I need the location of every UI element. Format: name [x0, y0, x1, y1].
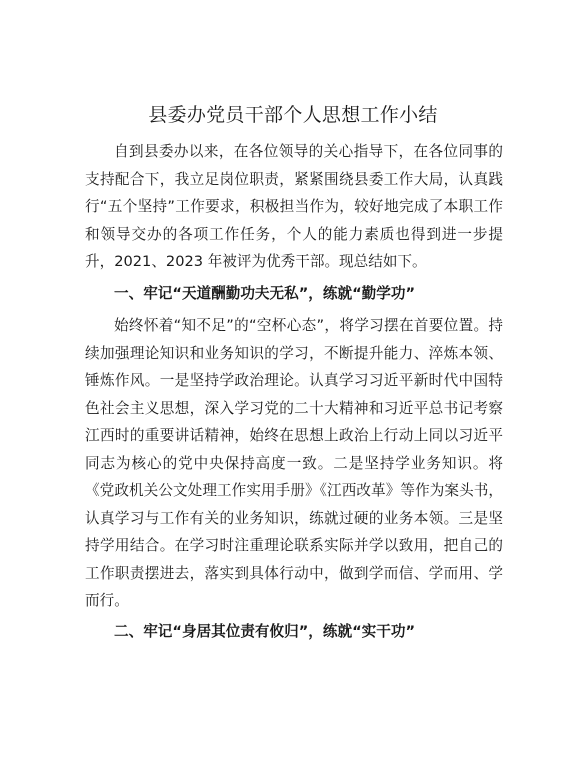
intro-paragraph: 自到县委办以来，在各位领导的关心指导下，在各位同事的支持配合下，我立足岗位职责，紧紧围绕县委工作大局，认真践行“五个坚持”工作要求，积极担当作为，较好地完成了本职工作和领导交办的各项工作任务，个人的能力素质也得到进一步提升，2021、2023 年被评为优秀干部。现总结如下。: [85, 143, 503, 270]
section-1-body: 始终怀着“知不足”的“空杯心态”，将学习摆在首要位置。持续加强理论知识和业务知识的学习，不断提升能力、淬炼本领、锤炼作风。一是坚持学政治理论。认真学习习近平新时代中国特色社会主义思想，深入学习党的二十大精神和习近平总书记考察江西时的重要讲话精神，始终在思想上政治上行动上同以习近平同志为核心的党中央保持高度一致。二是坚持学业务知识。将《党政机关公文处理工作实用手册》《江西改革》等作为案头书，认真学习与工作有关的业务知识，练就过硬的业务本领。三是坚持学用结合。在学习时注重理论联系实际并学以致用，把自己的工作职责摆进去，落实到具体行动中，做到学而信、学而用、学而行。: [85, 317, 503, 609]
section-heading-1: 一、牢记“天道酬勤功夫无私”，练就“勤学功”: [114, 285, 416, 302]
document-title: 县委办党员干部个人思想工作小结: [148, 104, 438, 126]
section-heading-2: 二、牢记“身居其位责有攸归”，练就“实干功”: [114, 623, 416, 640]
